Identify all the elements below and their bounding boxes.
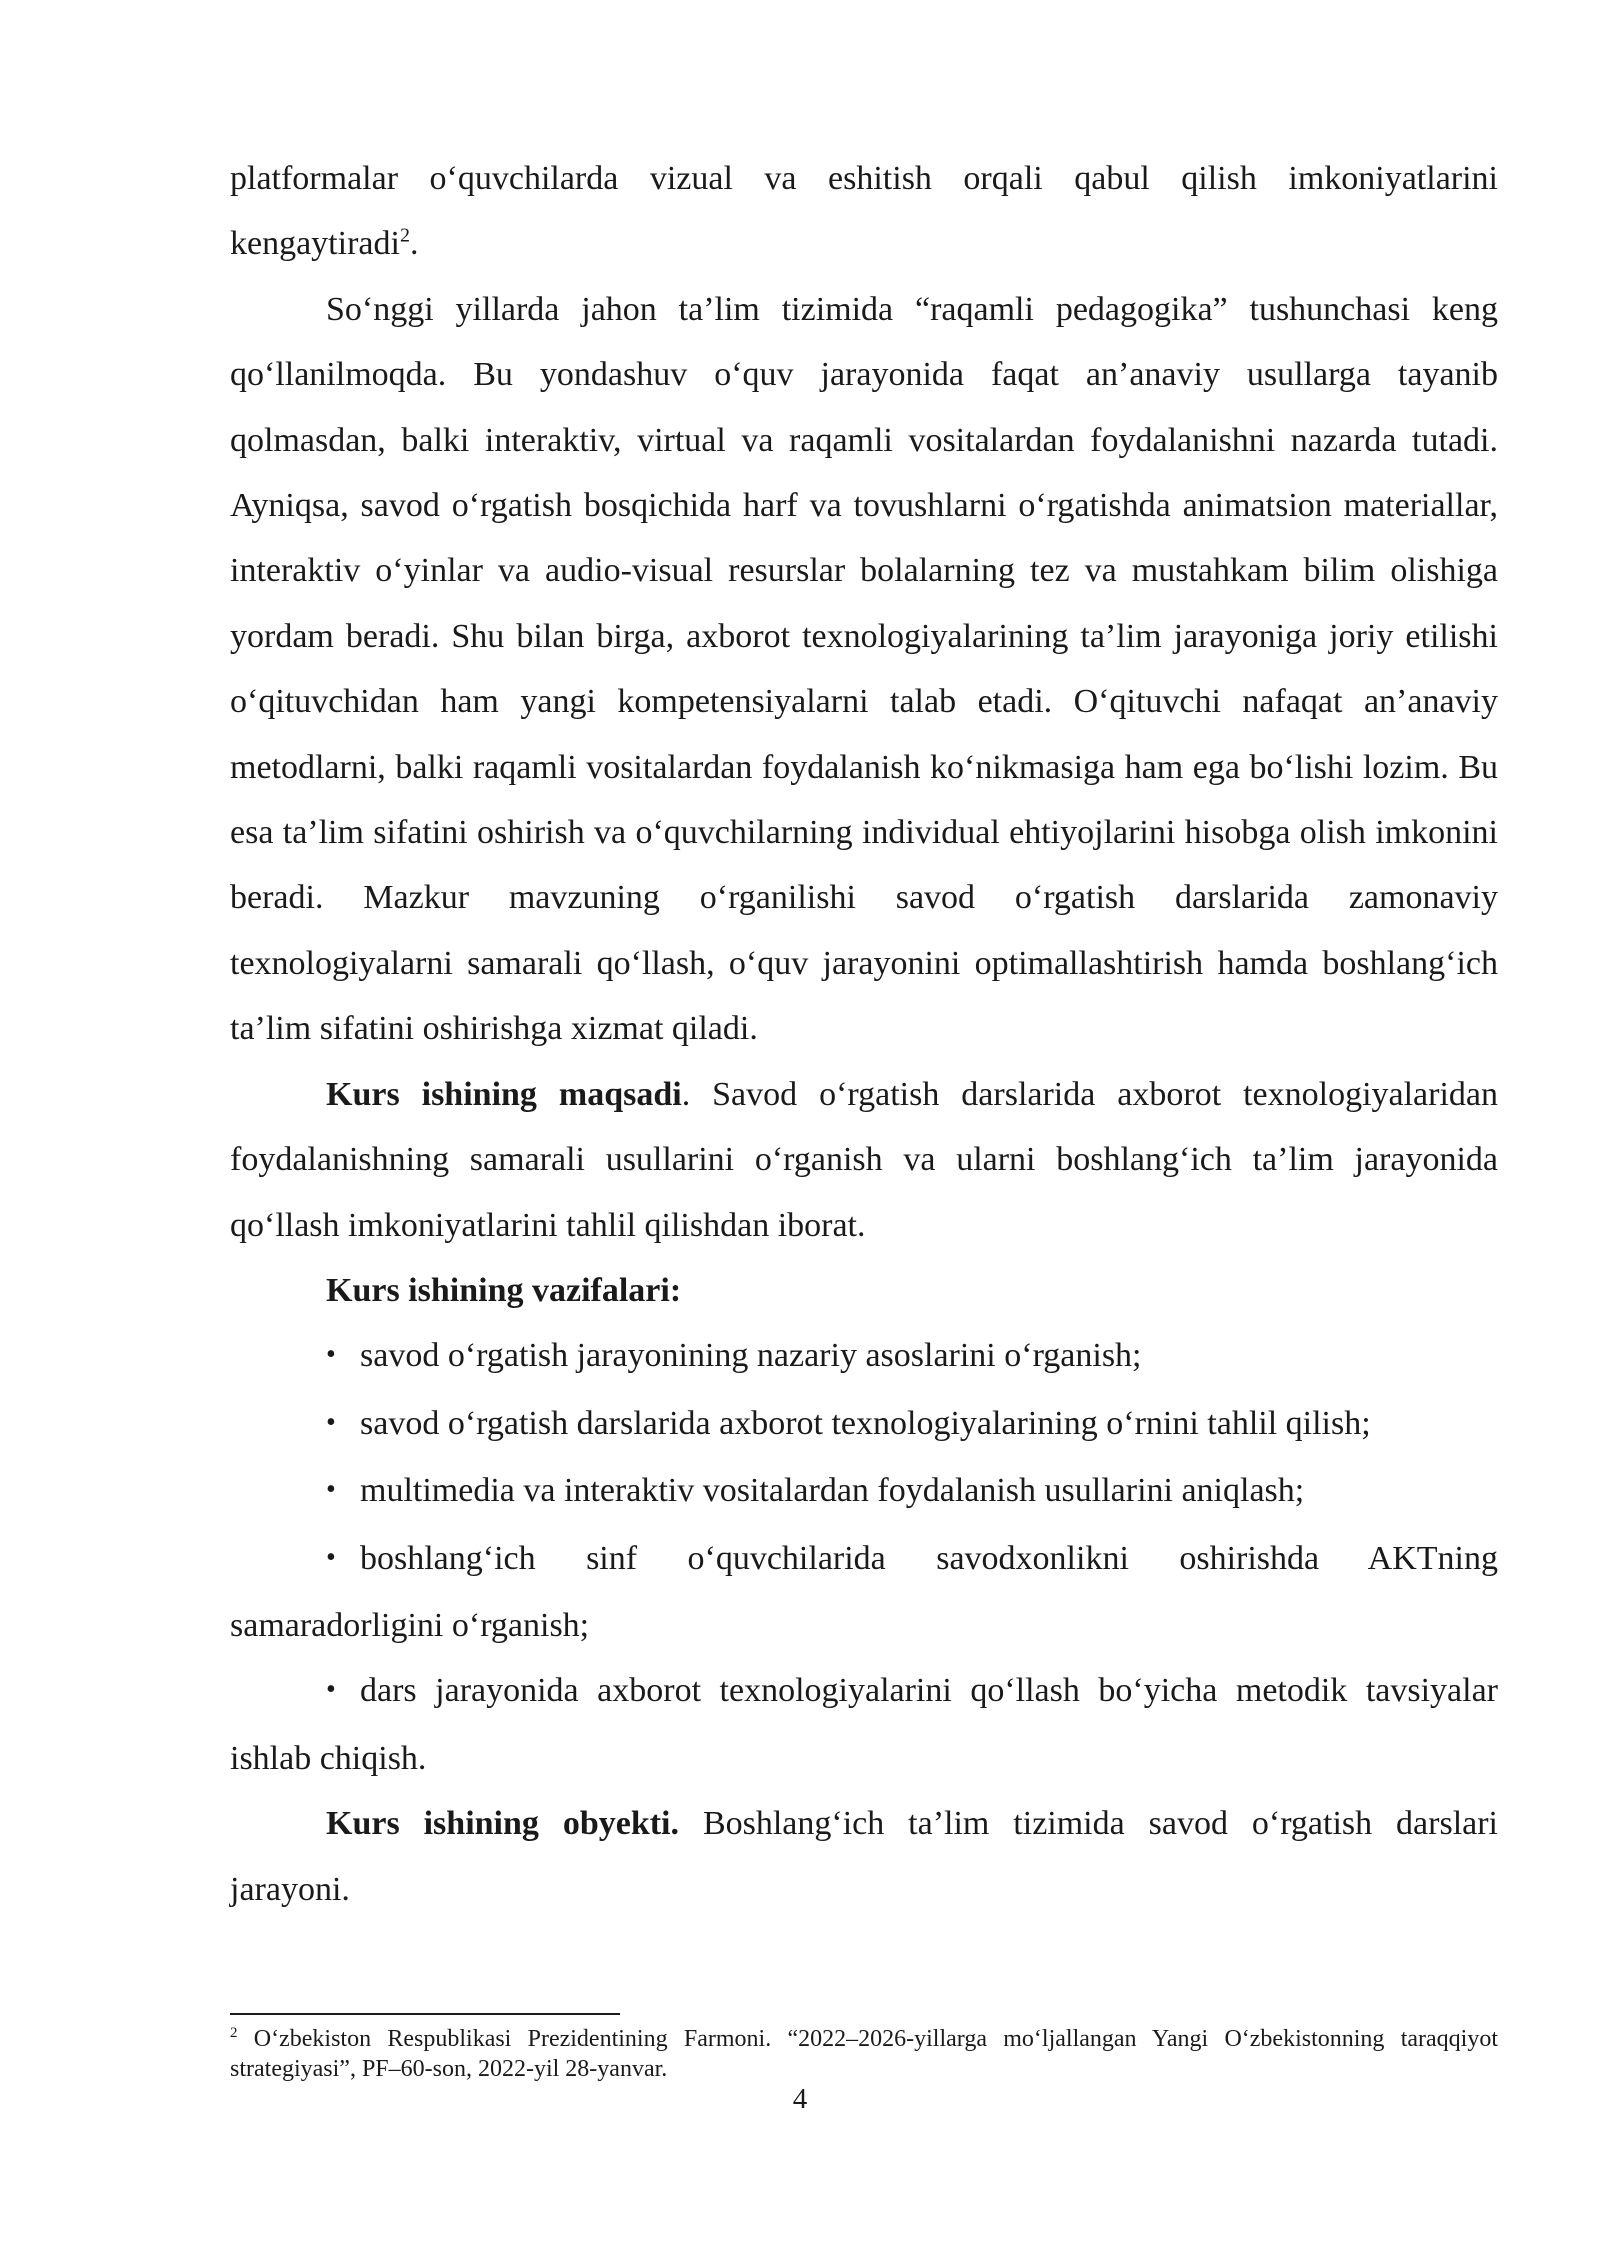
list-item-text: dars jarayonida axborot texnologiyalarini qo‘llash bo‘yicha metodik tavsiyalar ishlab chiqish. <box>230 1672 1498 1777</box>
paragraph-text: platformalar o‘quvchilarda vizual va eshitish orqali qabul qilish imkoniyatlarini kengaytiradi <box>230 160 1498 263</box>
footnote-reference[interactable]: 2 <box>399 225 410 248</box>
paragraph-digital-pedagogy: So‘nggi yillarda jahon ta’lim tizimida “raqamli pedagogika” tushunchasi keng qo‘llanilmoqda. Bu yondashuv o‘quv jarayonida faqat an’anaviy usullarga tayanib qolmasdan, balki interaktiv, virtual va raqamli vositalardan foydalanishni nazarda tutadi. Ayniqsa, savod o‘rgatish bosqichida harf va tovushlarni o‘rgatishda animatsion materiallar, interaktiv o‘yinlar va audio-visual resurslar bolalarning tez va mustahkam bilim olishiga yordam beradi. Shu bilan birga, axborot texnologiyalarining ta’lim jarayoniga joriy etilishi o‘qituvchidan ham yangi kompetensiyalarni talab etadi. O‘qituvchi nafaqat an’anaviy metodlarni, balki raqamli vositalardan foydalanish ko‘nikmasiga ham ega bo‘lishi lozim. Bu esa ta’lim sifatini oshirish va o‘quvchilarning individual ehtiyojlarini hisobga olish imkonini beradi. Mazkur mavzuning o‘rganilishi savod o‘rgatish darslarida zamonaviy texnologiyalarni samarali qo‘llash, o‘quv jarayonini optimallashtirish hamda boshlang‘ich ta’lim sifatini oshirishga xizmat qiladi. <box>230 290 1498 1048</box>
list-item-text: multimedia va interaktiv vositalardan foydalanish usullarini aniqlash; <box>360 1472 1305 1510</box>
list-item-text: boshlang‘ich sinf o‘quvchilarida savodxonlikni oshirishda AKTning samaradorligini o‘rganish; <box>230 1539 1498 1644</box>
object-label: Kurs ishining obyekti. <box>326 1805 680 1843</box>
bullet-icon <box>326 1458 360 1525</box>
object-text: Boshlang‘ich ta’lim tizimida savod o‘rgatish darslari jarayoni. <box>230 1805 1499 1908</box>
paragraph-object <box>230 1791 1498 1922</box>
page-number: 4 <box>792 2083 808 2115</box>
list-item-text: savod o‘rgatish darslarida axborot texnologiyalarining o‘rnini tahlil qilish; <box>360 1404 1371 1442</box>
list-item-text: savod o‘rgatish jarayonining nazariy asoslarini o‘rganish; <box>360 1337 1142 1375</box>
list-item <box>230 1658 1498 1791</box>
document-body <box>230 146 1498 1922</box>
list-item <box>230 1458 1498 1525</box>
footnote-number: 2 <box>230 2025 238 2041</box>
paragraph-goal <box>230 1062 1498 1258</box>
list-item <box>230 1526 1498 1659</box>
bullet-icon <box>326 1391 360 1458</box>
bullet-icon <box>326 1526 360 1593</box>
bullet-icon <box>326 1658 360 1725</box>
list-item <box>230 1391 1498 1458</box>
bullet-icon <box>326 1323 360 1390</box>
footnote-text: O‘zbekiston Respublikasi Prezidentining Farmoni. “2022–2026-yillarga mo‘ljallangan Yangi O‘zbekistonning taraqqiyot strategiyasi”, PF–60-son, 2022-yil 28-yanvar. <box>230 2026 1498 2082</box>
goal-text: . Savod o‘rgatish darslarida axborot texnologiyalaridan foydalanishning samarali usullarini o‘rganish va ularni boshlang‘ich ta’lim jarayonida qo‘llash imkoniyatlarini tahlil qilishdan iborat. <box>230 1075 1499 1244</box>
footnote <box>230 2024 1498 2084</box>
goal-label: Kurs ishining maqsadi <box>326 1075 682 1113</box>
tasks-heading: Kurs ishining vazifalari: <box>326 1271 682 1309</box>
paragraph-intro-continuation <box>230 146 1498 277</box>
footnote-divider <box>230 2013 620 2015</box>
list-item <box>230 1323 1498 1390</box>
paragraph-end-punctuation: . <box>409 225 419 263</box>
